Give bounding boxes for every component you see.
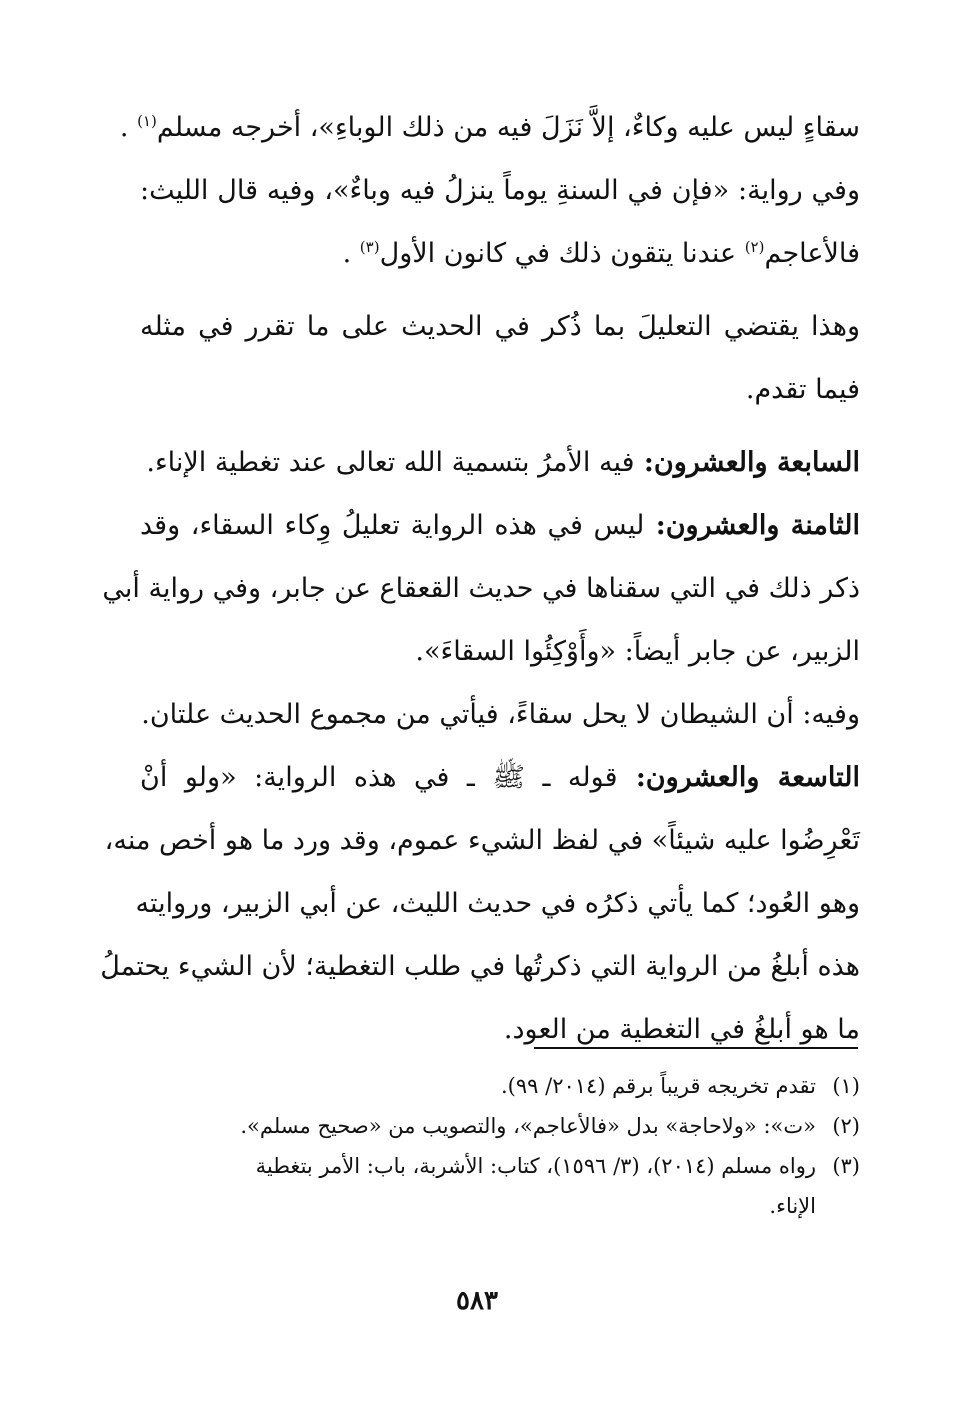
- text-line: وفيه: أن الشيطان لا يحل سقاءً، فيأتي من مجموع الحديث علتان.: [141, 699, 860, 730]
- footnote-number: (٣): [832, 1154, 860, 1178]
- text-line: تَعْرِضُوا عليه شيئاً» في لفظ الشيء عموم، وقد ورد ما هو أخص منه،: [104, 825, 860, 856]
- text-line: سقاءٍ ليس عليه وكاءٌ، إلاَّ نَزَلَ فيه من ذلك الوباءِ»، أخرجه مسلم$^{(١)}$ .: [119, 112, 860, 143]
- text-line: هذه أبلغُ من الرواية التي ذكرتُها في طلب التغطية؛ لأن الشيء يحتملُ: [100, 951, 860, 982]
- page-number: ٥٨٣: [456, 1286, 498, 1316]
- footnote-ref: (٢): [744, 238, 765, 256]
- footnote-number: (١): [832, 1074, 860, 1098]
- text-line: الزبير، عن جابر أيضاً: «وأَوْكِئُوا السقاءَ».: [415, 636, 860, 667]
- text-line: وهذا يقتضي التعليلَ بما ذُكر في الحديث على ما تقرر في مثله: [140, 311, 860, 342]
- section-heading-28: الثامنة والعشرون: ليس في هذه الرواية تعليلُ وِكاء السقاء، وقد: [140, 510, 860, 541]
- text-line: فالأعاجم$^{(٢)}$ عندنا يتقون ذلك في كانون الأول$^{(٣)}$ .: [342, 238, 860, 269]
- footnote-number: (٢): [832, 1114, 860, 1138]
- footnote-ref: (١): [137, 112, 157, 130]
- section-heading-27: السابعة والعشرون: فيه الأمرُ بتسمية الله تعالى عند تغطية الإناء.: [146, 447, 860, 478]
- footnote-3: (٣)رواه مسلم (٢٠١٤)، (٣/ ١٥٩٦)، كتاب: الأشربة، باب: الأمر بتغطية: [140, 1146, 860, 1186]
- footnote-ref: (٣): [359, 238, 380, 256]
- footnote-3-continued: الإناء.: [769, 1194, 816, 1218]
- text-line: وفي رواية: «فإن في السنةِ يوماً ينزلُ فيه وباءٌ»، وفيه قال الليث:: [140, 175, 860, 206]
- section-heading-29: التاسعة والعشرون: قوله ـ ﷺ ـ في هذه الرواية: «ولو أنْ: [140, 762, 861, 793]
- text-line: فيما تقدم.: [745, 374, 860, 405]
- footnote-1: (١)تقدم تخريجه قريباً برقم (٢٠١٤/ ٩٩).: [140, 1066, 860, 1106]
- footnote-divider: [534, 1047, 858, 1049]
- footnotes: [140, 1066, 860, 1226]
- text-line: ذكر ذلك في التي سقناها في حديث القعقاع عن جابر، وفي رواية أبي: [102, 573, 860, 604]
- text-line: وهو العُود؛ كما يأتي ذكرُه في حديث الليث، عن أبي الزبير، وروايته: [135, 888, 860, 919]
- section-title: الثامنة والعشرون:: [644, 510, 860, 541]
- section-title: التاسعة والعشرون:: [617, 762, 861, 793]
- footnote-2: (٢)«ت»: «ولاحاجة» بدل «فالأعاجم»، والتصويب من «صحيح مسلم».: [140, 1106, 860, 1146]
- main-text: [100, 96, 861, 1061]
- section-title: السابعة والعشرون:: [634, 447, 860, 478]
- text-line: ما هو أبلغُ في التغطية من العود.: [503, 1014, 860, 1045]
